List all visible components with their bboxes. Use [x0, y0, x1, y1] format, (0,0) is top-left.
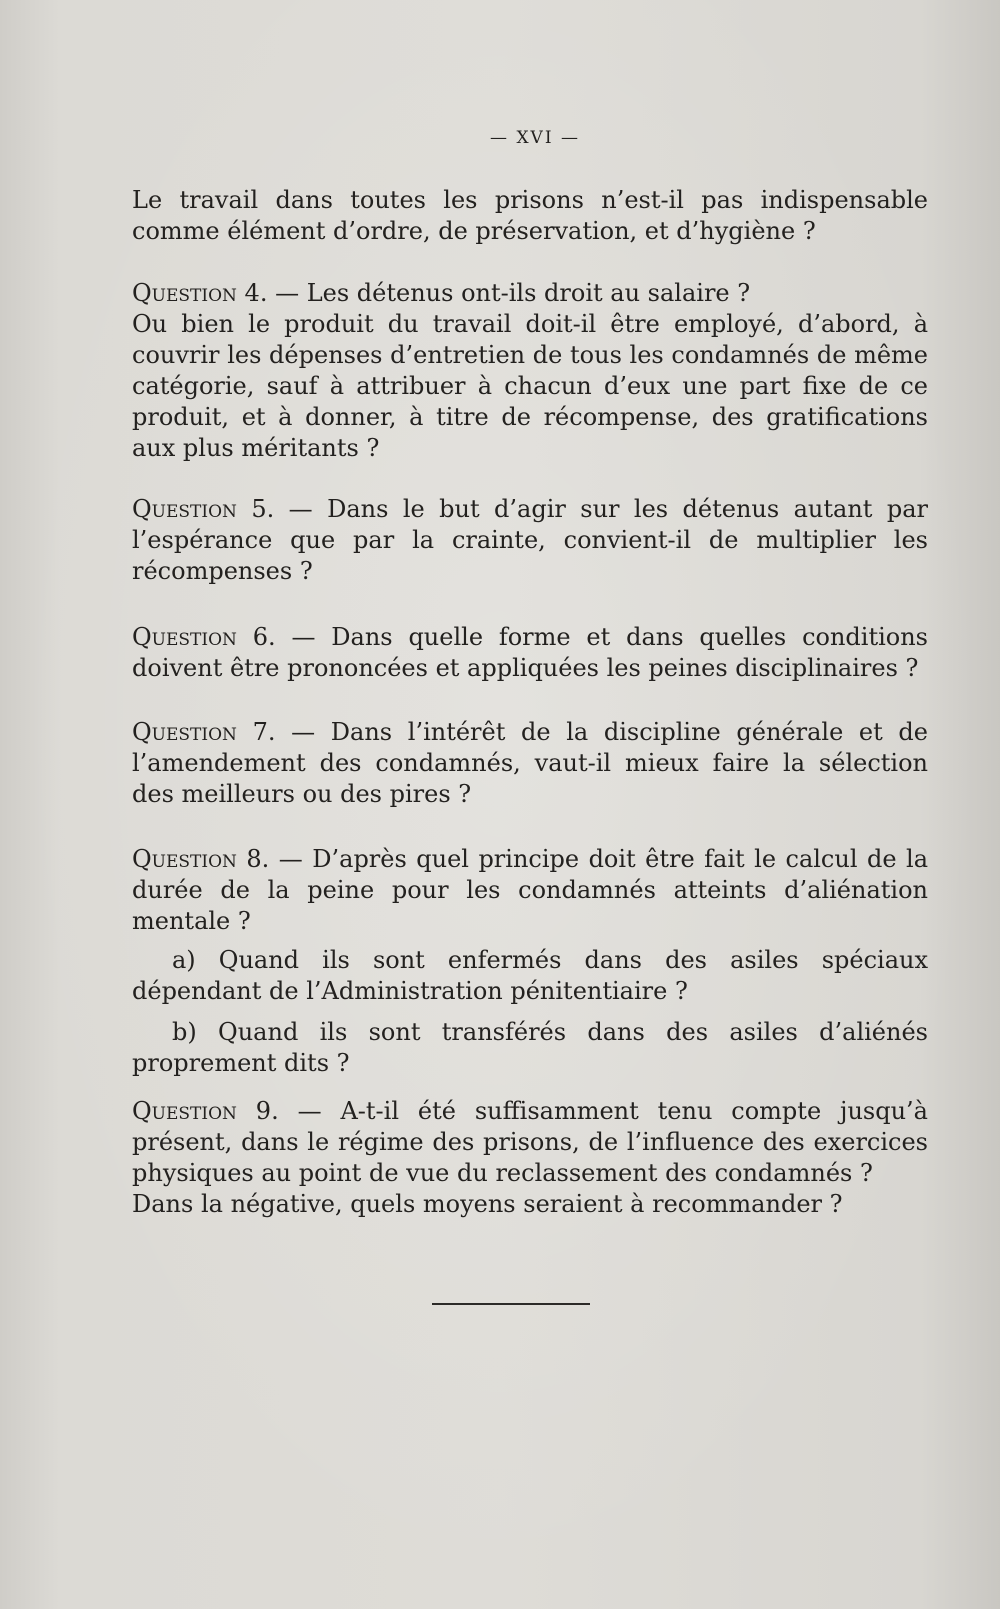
question-8-label: Question 8. — [132, 845, 270, 873]
question-8 — [132, 844, 928, 937]
question-9-label: Question 9. — [132, 1097, 279, 1125]
question-6-text: — Dans quelle forme et dans quelles conditions doivent être prononcées et appliquées les peines disciplinaires ? — [132, 623, 929, 682]
question-9-block — [132, 1096, 928, 1220]
question-7 — [132, 717, 928, 810]
intro-text: Le travail dans toutes les prisons n’est-il pas indispensable comme élément d’ordre, de préservation, et d’hygiène ? — [132, 186, 928, 245]
question-4 — [132, 278, 928, 309]
question-8-block — [132, 844, 928, 1079]
question-4-block — [132, 278, 928, 464]
question-7-text: — Dans l’intérêt de la discipline générale et de l’amendement des condamnés, vaut-il mieux faire la sélection des meilleurs ou des pires ? — [132, 718, 928, 808]
question-6-block — [132, 622, 928, 684]
question-8-text: — D’après quel principe doit être fait le calcul de la durée de la peine pour les condamnés atteints d’aliénation mentale ? — [132, 845, 929, 935]
question-5-block — [132, 494, 928, 587]
question-4-continuation: Ou bien le produit du travail doit-il être employé, d’abord, à couvrir les dépenses d’entretien de tous les condamnés de même catégorie, sauf à attribuer à chacun d’eux une part fixe de ce produit, et à donner, à titre de récompense, des gratifications aux plus méritants ? — [132, 310, 928, 462]
question-8-a: a) Quand ils sont enfermés dans des asiles spéciaux dépendant de l’Administration pénitentiaire ? — [132, 946, 928, 1005]
question-5-label: Question 5. — [132, 495, 275, 523]
question-8-b: b) Quand ils sont transférés dans des asiles d’aliénés proprement dits ? — [132, 1018, 928, 1077]
page-number: — XVI — — [490, 128, 580, 148]
question-5 — [132, 494, 928, 587]
closing-rule — [432, 1303, 590, 1305]
question-6 — [132, 622, 928, 684]
question-4-label: Question 4. — [132, 279, 268, 307]
question-9-continuation: Dans la négative, quels moyens seraient à recommander ? — [132, 1190, 843, 1218]
question-4-text: — Les détenus ont-ils droit au salaire ? — [267, 279, 751, 307]
question-9 — [132, 1096, 928, 1189]
question-5-text: — Dans le but d’agir sur les détenus autant par l’espérance que par la crainte, convient-il de multiplier les récompenses ? — [132, 495, 928, 585]
question-7-label: Question 7. — [132, 718, 276, 746]
question-6-label: Question 6. — [132, 623, 276, 651]
question-7-block — [132, 717, 928, 810]
intro-paragraph — [132, 185, 928, 247]
question-9-text: — A-t-il été suffisamment tenu compte jusqu’à présent, dans le régime des prisons, de l’influence des exercices physiques au point de vue du reclassement des condamnés ? — [132, 1097, 928, 1187]
